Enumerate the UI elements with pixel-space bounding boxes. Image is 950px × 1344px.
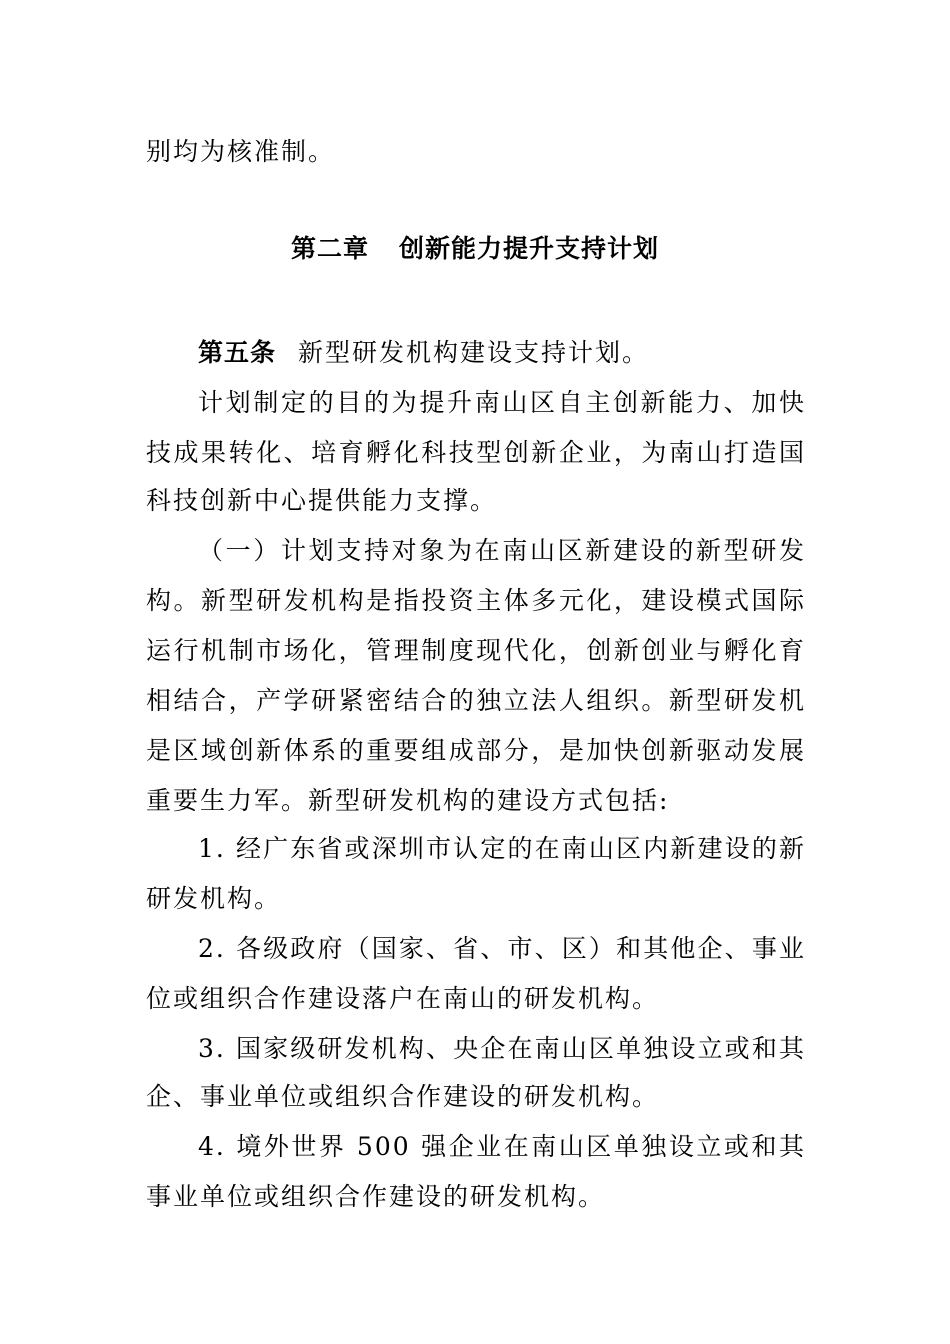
list-item-line: 3. 国家级研发机构、央企在南山区单独设立或和其 [198, 1034, 806, 1063]
article-heading [198, 338, 806, 368]
chapter-heading [0, 233, 950, 265]
paragraph-line: 相结合，产学研紧密结合的独立法人组织。新型研发机 [146, 686, 806, 715]
paragraph-line: 别均为核准制。 [146, 137, 336, 166]
paragraph-line: 是区域创新体系的重要组成部分，是加快创新驱动发展 [146, 736, 806, 765]
chapter-title: 创新能力提升支持计划 [399, 234, 660, 263]
list-item-line: 位或组织合作建设落户在南山的研发机构。 [146, 984, 660, 1013]
paragraph-line: 构。新型研发机构是指投资主体多元化，建设模式国际 [146, 586, 806, 615]
paragraph-line: （一）计划支持对象为在南山区新建设的新型研发 [198, 536, 806, 565]
list-item-line: 2. 各级政府（国家、省、市、区）和其他企、事业 [198, 934, 806, 963]
list-item-line: 事业单位或组织合作建设的研发机构。 [146, 1182, 606, 1211]
paragraph-line: 计划制定的目的为提升南山区自主创新能力、加快 [198, 388, 806, 417]
article-title: 新型研发机构建设支持计划。 [298, 338, 650, 367]
list-item-line: 4. 境外世界 500 强企业在南山区单独设立或和其 [198, 1132, 806, 1161]
list-item-line: 1. 经广东省或深圳市认定的在南山区内新建设的新 [198, 834, 806, 863]
paragraph-line: 重要生力军。新型研发机构的建设方式包括: [146, 786, 670, 815]
list-item-line: 企、事业单位或组织合作建设的研发机构。 [146, 1082, 660, 1111]
paragraph-line: 运行机制市场化，管理制度现代化，创新创业与孵化育 [146, 636, 806, 665]
paragraph-line: 科技创新中心提供能力支撑。 [146, 486, 498, 515]
chapter-number: 第二章 [290, 234, 369, 263]
list-item-line: 研发机构。 [146, 884, 282, 913]
article-number: 第五条 [198, 338, 277, 367]
paragraph-line: 技成果转化、培育孵化科技型创新企业，为南山打造国 [146, 438, 806, 467]
